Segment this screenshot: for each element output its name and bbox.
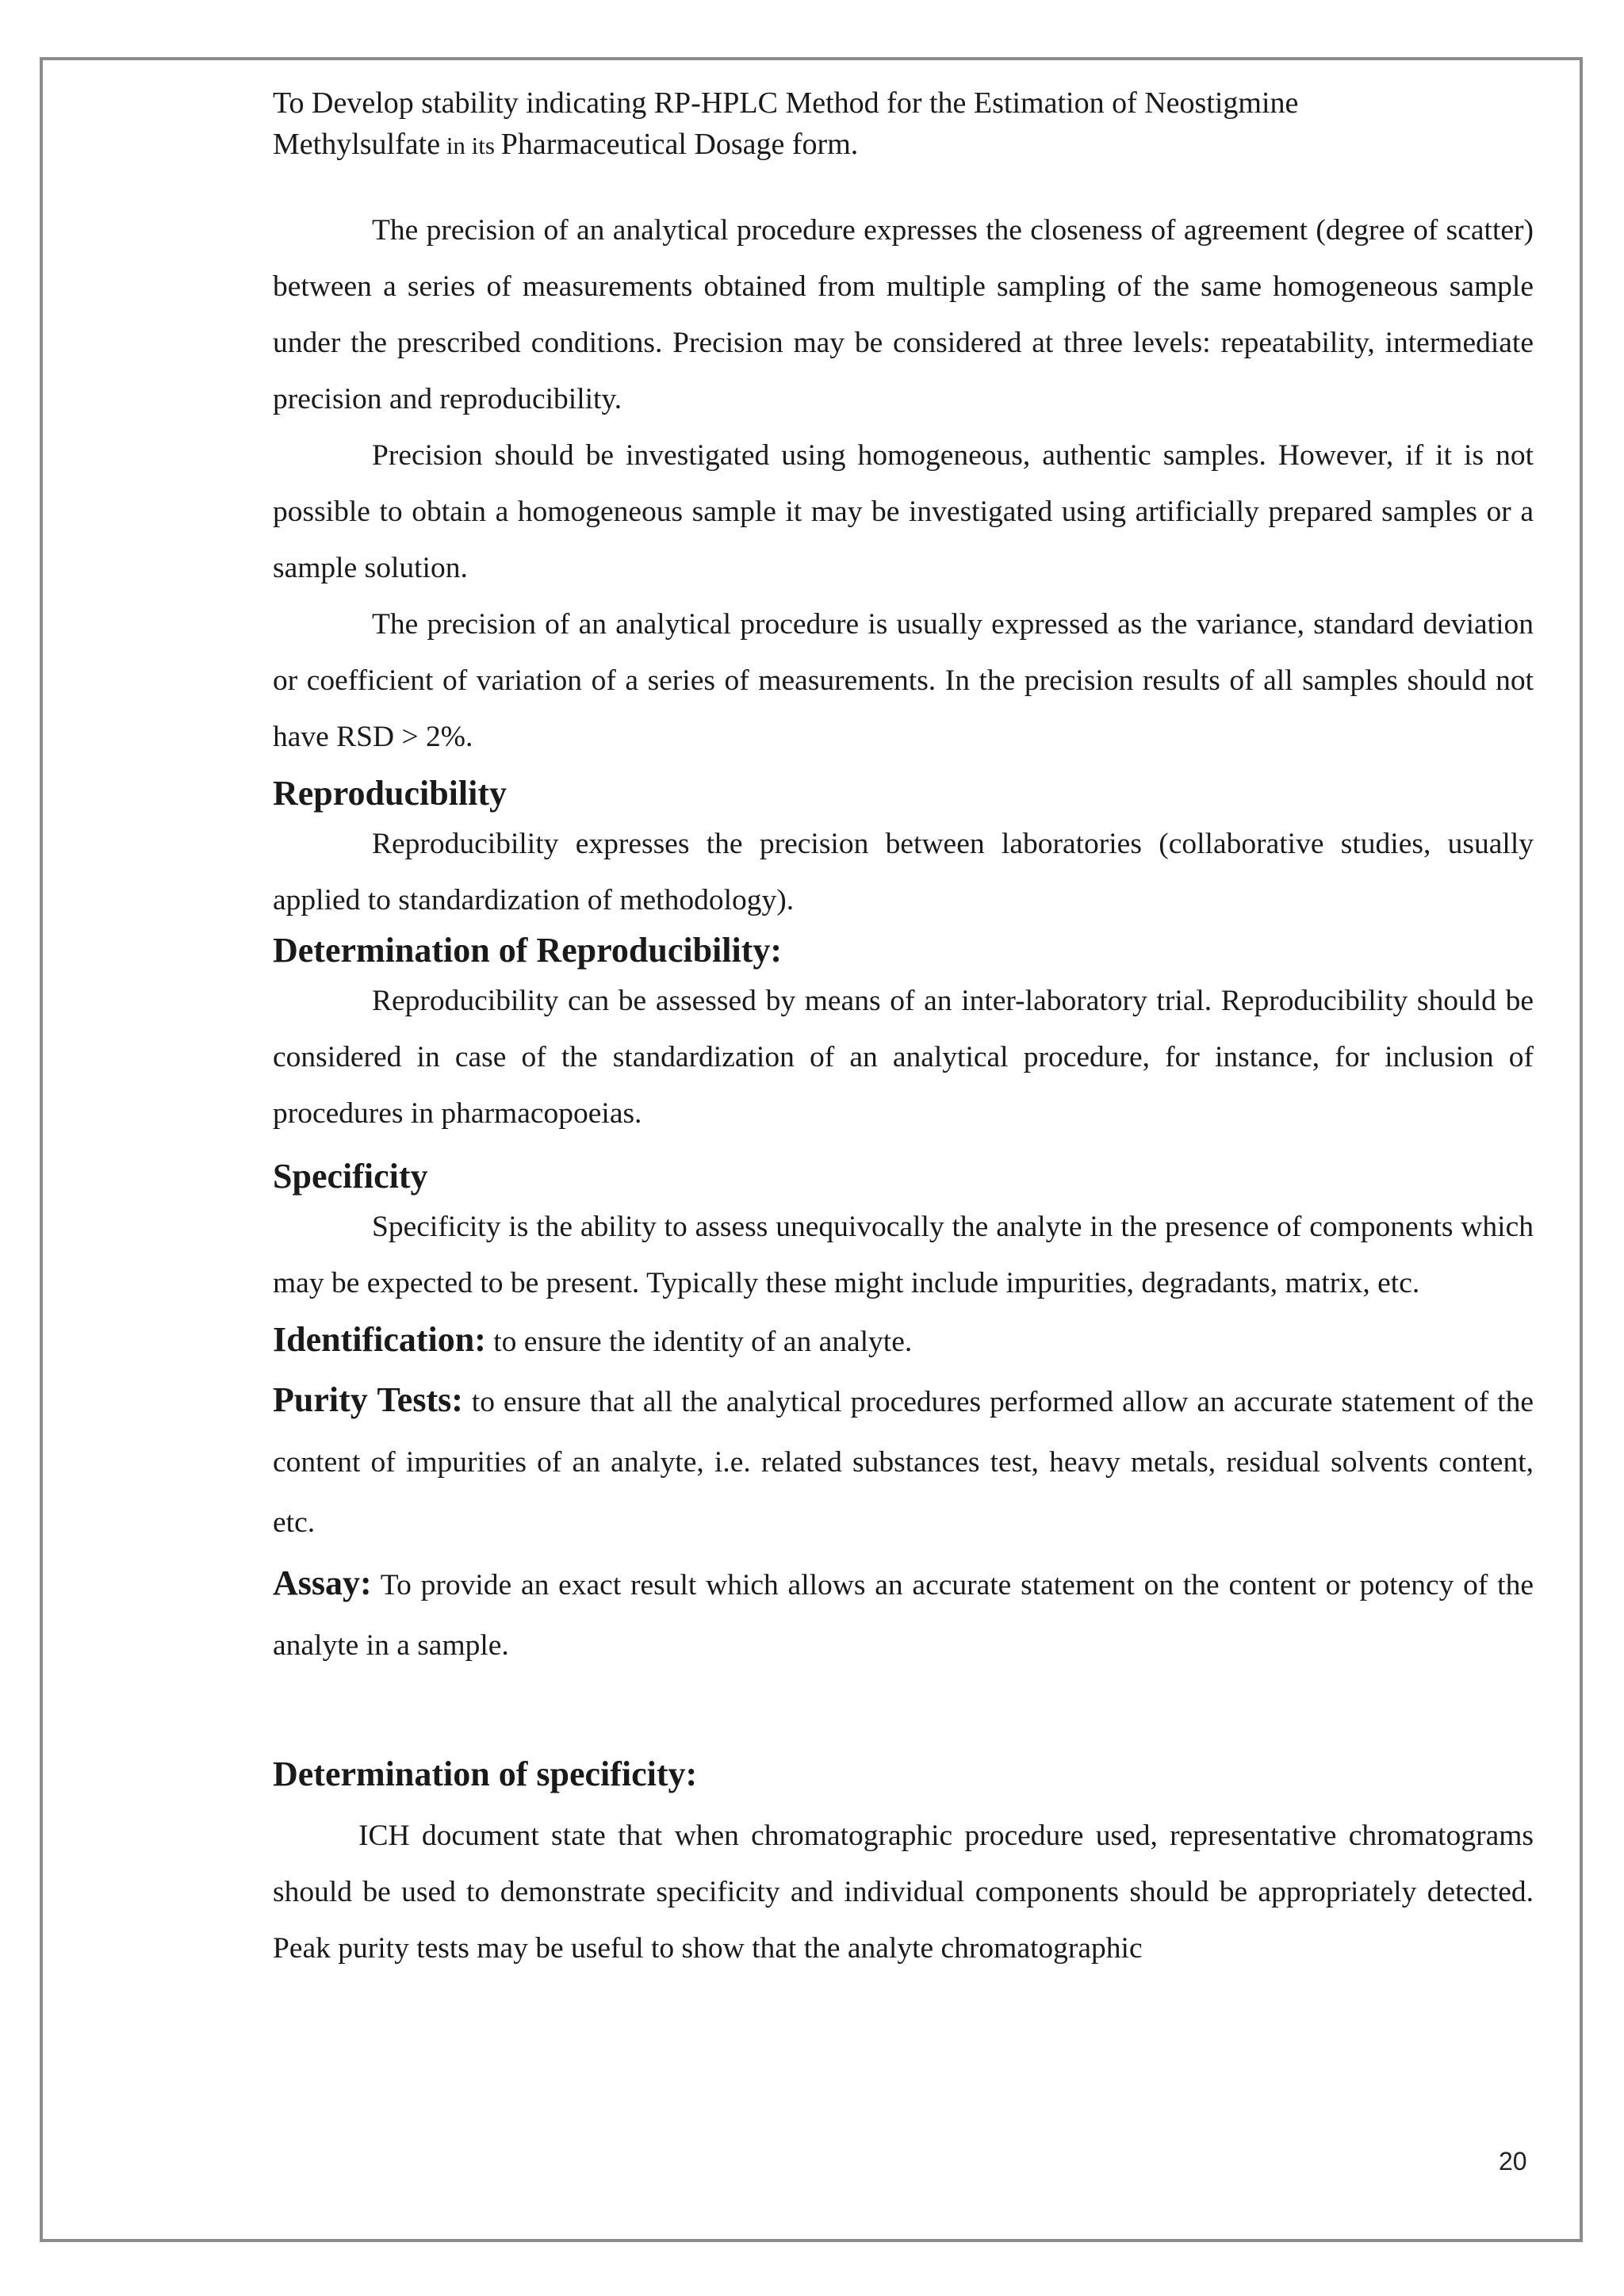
purity-tests-text: to ensure that all the analytical procedures performed allow an accurate statement of the content of impurities of an analyte, i.e. related substances test, heavy metals, residual solvents content, etc. [273,1386,1534,1539]
specificity-heading: Specificity [273,1157,428,1196]
reproducibility-heading: Reproducibility [273,774,508,813]
reproducibility-paragraph: Reproducibility expresses the precision between laboratories (collaborative studies, usually applied to standardization of methodology). [273,828,1534,916]
precision-paragraph-1: The precision of an analytical procedure expresses the closeness of agreement (degree of scatter) between a series of measurements obtained from multiple sampling of the same homogeneous sample under the prescribed conditions. Precision may be considered at three levels: repeatability, intermediate precision and reproducibility. [273,214,1534,415]
header-line-2b: Pharmaceutical Dosage form. [500,128,859,161]
header-line-2-small: in its [440,132,501,159]
page-content [273,82,1534,1976]
identification-paragraph [273,1311,1534,1370]
identification-label: Identification: [273,1320,486,1359]
assay-label: Assay: [273,1563,372,1602]
determination-reproducibility-paragraph: Reproducibility can be assessed by means of an inter-laboratory trial. Reproducibility should be considered in case of the standardization of an analytical procedure, for instance, for inclusion of procedures in pharmacopoeias. [273,985,1534,1130]
identification-text: to ensure the identity of an analyte. [485,1326,913,1358]
determination-specificity-heading: Determination of specificity: [273,1755,698,1793]
determination-reproducibility-heading: Determination of Reproducibility: [273,931,783,970]
determination-specificity-paragraph: ICH document state that when chromatographic procedure used, representative chromatograms should be used to demonstrate specificity and individual components should be appropriately detected. Peak purity tests may be useful to show that the analyte chromatographic [273,1820,1534,1965]
page-number: 20 [1499,2147,1527,2175]
precision-paragraph-3: The precision of an analytical procedure is usually expressed as the variance, standard deviation or coefficient of variation of a series of measurements. In the precision results of all samples should not have RSD > 2%. [273,608,1534,753]
header-line-2a: Methylsulfate [273,128,441,161]
precision-paragraph-2: Precision should be investigated using homogeneous, authentic samples. However, if it is not possible to obtain a homogeneous sample it may be investigated using artificially prepared samples or a sample solution. [273,439,1534,584]
purity-tests-label: Purity Tests: [273,1380,463,1419]
header-line-1: To Develop stability indicating RP-HPLC Method for the Estimation of Neostigmine [273,86,1299,120]
specificity-paragraph: Specificity is the ability to assess unequivocally the analyte in the presence of components which may be expected to be present. Typically these might include impurities, degradants, matrix, etc. [273,1211,1534,1299]
assay-text: To provide an exact result which allows an accurate statement on the content or potency of the analyte in a sample. [273,1569,1534,1662]
purity-tests-paragraph [273,1370,1534,1553]
running-header [273,82,1534,166]
assay-paragraph [273,1553,1534,1676]
